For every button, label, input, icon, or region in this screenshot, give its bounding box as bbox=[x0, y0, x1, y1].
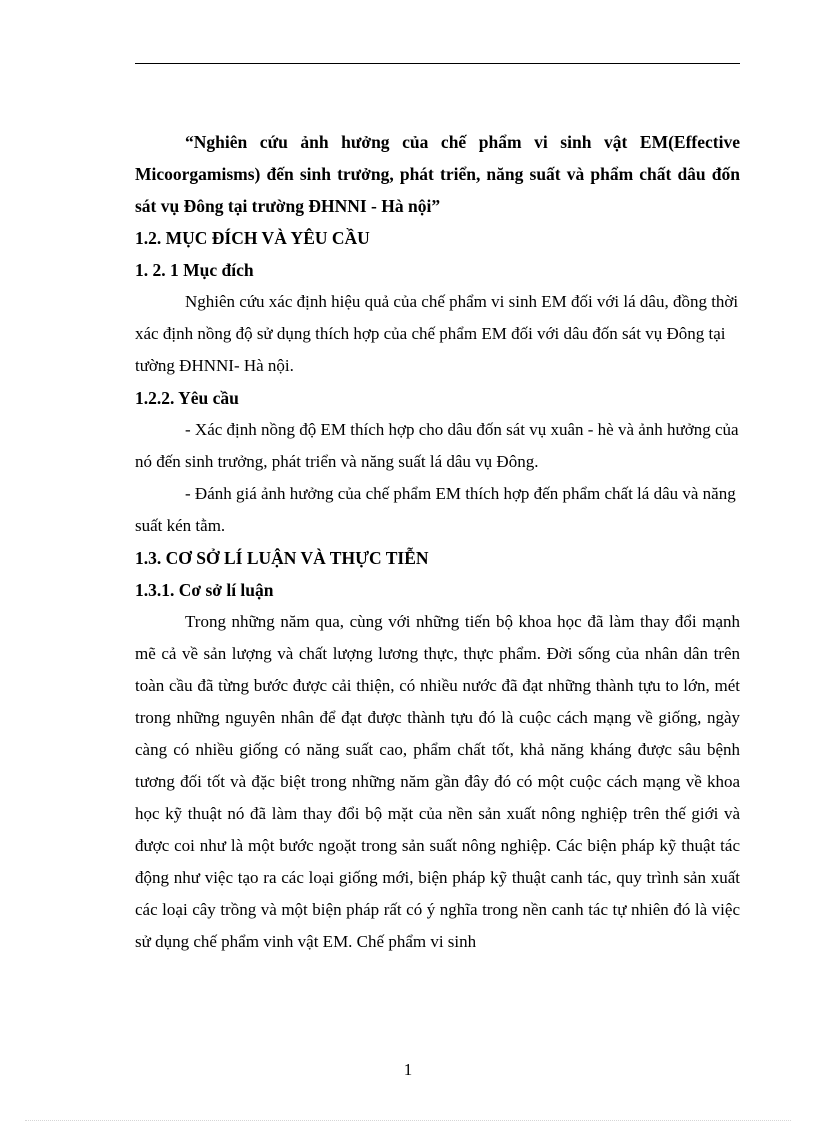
document-title: “Nghiên cứu ảnh hưởng của chế phẩm vi sinh vật EM(Effective Micoorgamisms) đến sinh trưởng, phát triển, năng suất và phẩm chất dâu đốn sát vụ Đông tại trường ĐHNNI - Hà nội” bbox=[135, 132, 740, 216]
page-number: 1 bbox=[403, 1060, 413, 1079]
subsection-heading-1-3-1: 1.3.1. Cơ sở lí luận bbox=[135, 580, 274, 600]
section-heading-1-2: 1.2. MỤC ĐÍCH VÀ YÊU CẦU bbox=[135, 228, 370, 248]
header-rule bbox=[135, 63, 740, 64]
page-content bbox=[135, 126, 740, 958]
page-bottom-border bbox=[25, 1120, 791, 1121]
subsection-heading-1-2-2: 1.2.2. Yêu cầu bbox=[135, 388, 239, 408]
subsection-heading-1-2-1: 1. 2. 1 Mục đích bbox=[135, 260, 254, 280]
section-heading-1-3: 1.3. CƠ SỞ LÍ LUẬN VÀ THỰC TIỄN bbox=[135, 548, 429, 568]
requirement-item-1: - Xác định nồng độ EM thích hợp cho dâu đốn sát vụ xuân - hè và ảnh hưởng của nó đến sinh trưởng, phát triển và năng suất lá dâu vụ Đông. bbox=[135, 420, 739, 471]
paragraph-theory: Trong những năm qua, cùng với những tiến bộ khoa học đã làm thay đổi mạnh mẽ cả về sản lượng và chất lượng lương thực, thực phẩm. Đời sống của nhân dân trên toàn cầu đã từng bước được cải thiện, có nhiều nước đã đạt những thành tựu to lớn, mét trong những nguyên nhân để đạt được thành tựu đó là cuộc cách mạng về giống, ngày càng có nhiều giống có năng suất cao, phẩm chất tốt, khả năng kháng được sâu bệnh tương đối tốt và đặc biệt trong những năm gần đây đó có một cuộc cách mạng về khoa học kỹ thuật nó đã làm thay đổi bộ mặt của nền sản xuất nông nghiệp trên thế giới và được coi như là một bước ngoặt trong sản suất nông nghiệp. Các biện pháp kỹ thuật tác động như việc tạo ra các loại giống mới, biện pháp kỹ thuật canh tác, quy trình sản xuất các loại cây trồng và một biện pháp rất có ý nghĩa trong nền canh tác tự nhiên đó là việc sử dụng chế phẩm vinh vật EM. Chế phẩm vi sinh bbox=[135, 612, 740, 951]
paragraph-purpose: Nghiên cứu xác định hiệu quả của chế phẩm vi sinh EM đối với lá dâu, đồng thời xác định nồng độ sử dụng thích hợp của chế phẩm EM đối với dâu đốn sát vụ Đông tại tường ĐHNNI- Hà nội. bbox=[135, 292, 739, 375]
requirement-item-2: - Đánh giá ảnh hưởng của chế phẩm EM thích hợp đến phẩm chất lá dâu và năng suất kén tằm. bbox=[135, 484, 736, 535]
